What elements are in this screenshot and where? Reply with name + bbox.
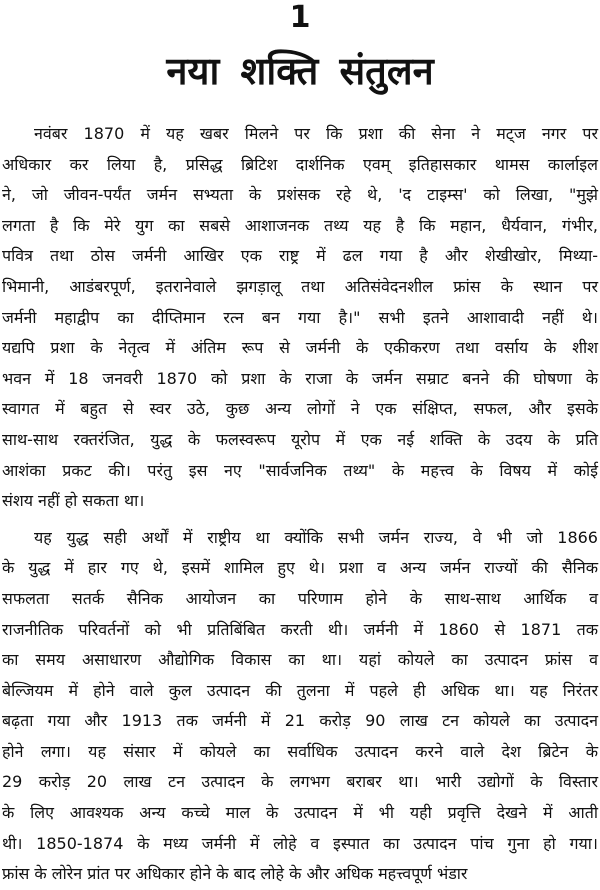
- text-line: बेल्जियम में होने वाले कुल उत्पादन की तुलना में पहले ही अधिक था। यह निरंतर: [2, 680, 598, 700]
- text-line: यह युद्ध सही अर्थों में राष्ट्रीय था क्योंकि सभी जर्मन राज्य, वे भी जो 1866: [34, 527, 598, 547]
- text-line: भिमानी, आडंबरपूर्ण, इतरानेवाले झगड़ालू तथा अतिसंवेदनशील फ्रांस के स्थान पर: [2, 276, 598, 296]
- text-line: 29 करोड़ 20 लाख टन उत्पादन के लगभग बराबर था। भारी उद्योगों के विस्तार: [2, 772, 598, 792]
- text-line: राजनीतिक परिवर्तनों को भी प्रतिबिंबित करती थी। जर्मनी में 1860 से 1871 तक: [2, 619, 598, 639]
- text-line: के लिए आवश्यक अन्य कच्चे माल के उत्पादन में भी यही प्रवृत्ति देखने में आती: [2, 803, 598, 823]
- text-line: पवित्र तथा ठोस जर्मनी आखिर एक राष्ट्र में ढल गया है और शेखीखोर, मिथ्या-: [2, 246, 598, 266]
- text-line: के युद्ध में हार गए थे, इसमें शामिल हुए थे। प्रशा व अन्य जर्मन राज्यों की सैनिक: [2, 558, 598, 578]
- text-line: का समय असाधारण औद्योगिक विकास का था। यहां कोयले का उत्पादन फ्रांस व: [2, 650, 598, 670]
- paragraph-2: [2, 523, 598, 890]
- text-line: थी। 1850-1874 के मध्य जर्मनी में लोहे व इस्पात का उत्पादन पांच गुना हो गया।: [2, 833, 598, 853]
- chapter-title: नया शक्ति संतुलन: [166, 49, 434, 93]
- chapter-number: 1: [289, 0, 311, 35]
- text-line: ने, जो जीवन-पर्यंत जर्मन सभ्यता के प्रशंसक रहे थे, 'द टाइम्स' को लिखा, "मुझे: [2, 185, 598, 205]
- text-line: साथ-साथ रक्तरंजित, युद्ध के फलस्वरूप यूरोप में एक नई शक्ति के उदय के प्रति: [2, 429, 598, 449]
- paragraph-1: [2, 119, 598, 517]
- text-line: नवंबर 1870 में यह खबर मिलने पर कि प्रशा की सेना ने मट्ज नगर पर: [34, 124, 598, 143]
- text-line: होने लगा। यह संसार में कोयले का सर्वाधिक उत्पादन करने वाले देश ब्रिटेन के: [2, 741, 598, 761]
- text-line: फ्रांस के लोरेन प्रांत पर अधिकार होने के बाद लोहे के और अधिक महत्त्वपूर्ण भंडार: [2, 864, 468, 884]
- text-line: सफलता सतर्क सैनिक आयोजन का परिणाम होने के साथ-साथ आर्थिक व: [2, 588, 598, 608]
- text-line: यद्यपि प्रशा के नेतृत्व में अंतिम रूप से जर्मनी के एकीकरण तथा वर्साय के शीश: [2, 338, 598, 358]
- text-line: अधिकार कर लिया है, प्रसिद्ध ब्रिटिश दार्शनिक एवम् इतिहासकार थामस कार्लाइल: [2, 154, 598, 174]
- text-line: स्वागत में बहुत से स्वर उठे, कुछ अन्य लोगों ने एक संक्षिप्त, सफल, और इसके: [2, 399, 598, 419]
- chapter-body: [2, 119, 598, 890]
- text-line: भवन में 18 जनवरी 1870 को प्रशा के राजा के जर्मन सम्राट बनने की घोषणा के: [2, 368, 598, 388]
- text-line: बढ़ता गया और 1913 तक जर्मनी में 21 करोड़ 90 लाख टन कोयले का उत्पादन: [2, 711, 598, 731]
- text-line: जर्मनी महाद्वीप का दीप्तिमान रत्न बन गया है।" सभी इतने आशावादी नहीं थे।: [2, 307, 598, 327]
- text-line: लगता है कि मेरे युग का सबसे आशाजनक तथ्य यह है कि महान, धैर्यवान, गंभीर,: [2, 215, 598, 235]
- text-line: संशय नहीं हो सकता था।: [2, 491, 145, 511]
- text-line: आशंका प्रकट की। परंतु इस नए "सार्वजनिक तथ्य" के महत्त्व के विषय में कोई: [2, 460, 598, 480]
